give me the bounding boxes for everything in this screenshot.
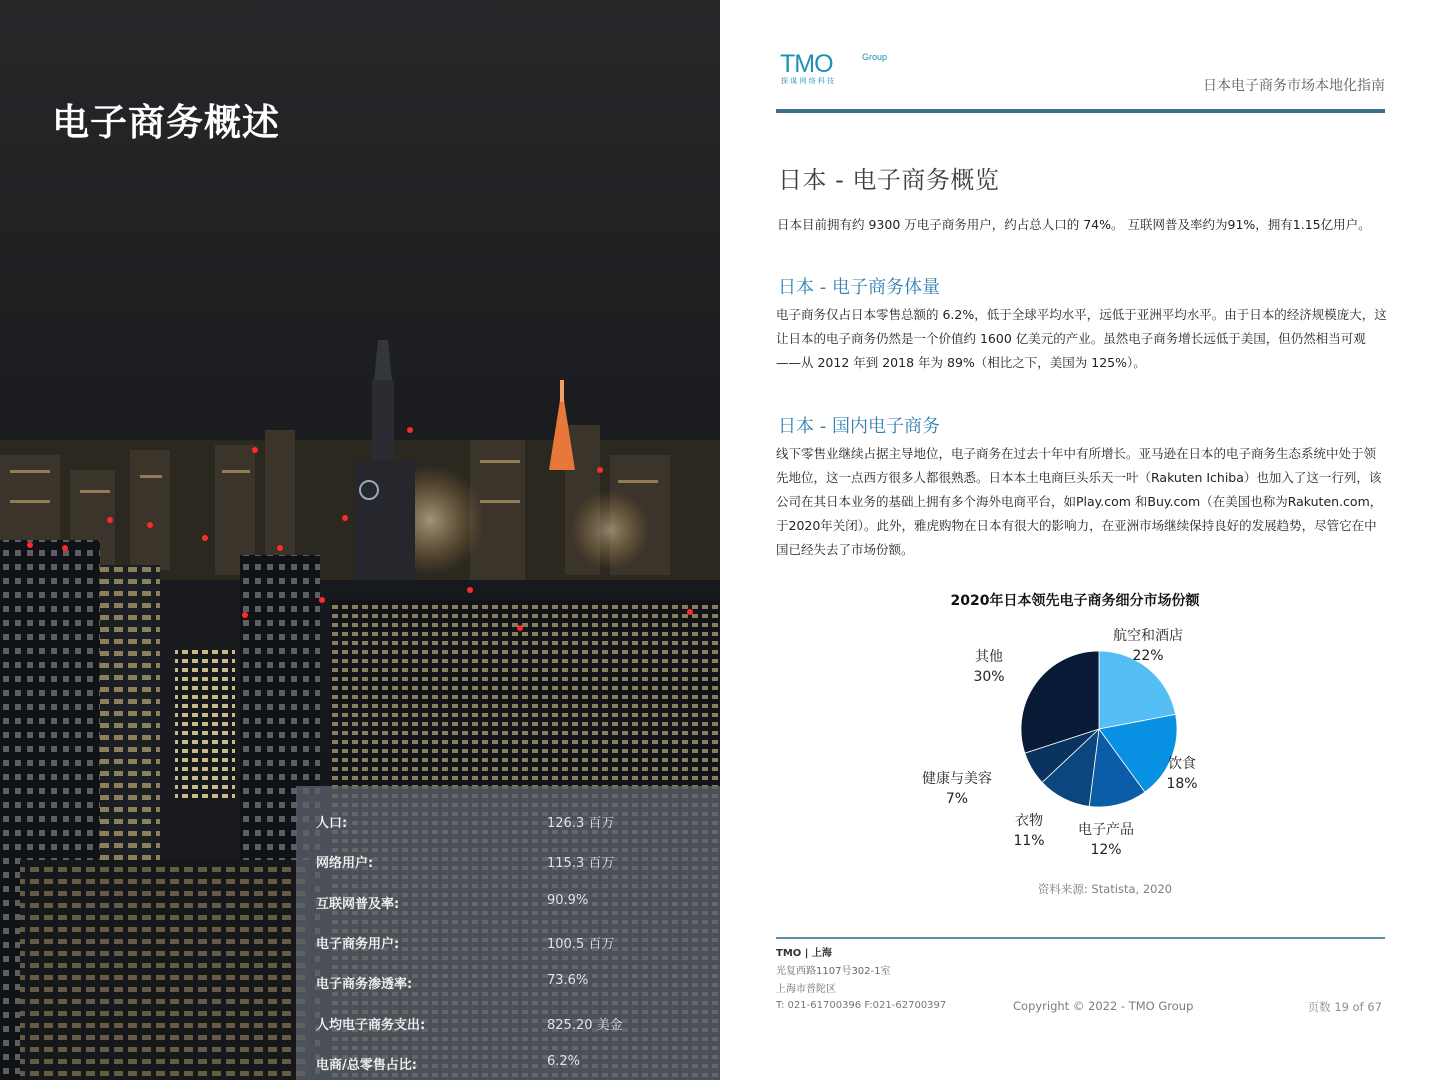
stat-value: 6.2%	[547, 1054, 581, 1069]
pie-slice-label: 衣物	[1015, 813, 1043, 829]
tmo-group-logo	[780, 48, 910, 88]
svg-text:TMO: TMO	[780, 50, 833, 78]
pie-slice-label: 航空和酒店	[1113, 628, 1183, 644]
stat-value: 115.3 百万	[547, 856, 615, 871]
footer-address-line1: 光复西路1107号302-1室	[776, 966, 891, 977]
stat-label: 电商/总零售占比:	[316, 1058, 417, 1073]
stat-row-population	[296, 806, 720, 836]
stat-row-ecommerce-penetration	[296, 967, 720, 997]
section-cover-title: 电子商务概述	[52, 101, 280, 144]
stat-label: 电子商务用户:	[316, 937, 400, 952]
intro-paragraph: 日本目前拥有约 9300 万电子商务用户，约占总人口的 74%。 互联网普及率约为91%，拥有1.15亿用户。	[777, 217, 1371, 232]
stat-row-ecommerce-users	[296, 927, 720, 957]
pie-slice-value-label: 12%	[1090, 842, 1122, 858]
page-title: 日本 - 电子商务概览	[778, 166, 1000, 194]
pie-slice-value-label: 30%	[973, 669, 1005, 685]
stat-row-internet-users	[296, 846, 720, 876]
stat-label: 人口:	[316, 816, 348, 831]
section-body-ecommerce-size: 电子商务仅占日本零售总额的 6.2%，低于全球平均水平，远低于亚洲平均水平。由于日本的经济规模庞大，这让日本的电子商务仍然是一个价值约 1600 亿美元的产业。虽然电子商务增长远低于美国，但仍然相当可观——从 2012 年到 2018 年为 89%（相比之下，美国为 125%）。	[776, 307, 1387, 370]
stat-value: 126.3 百万	[547, 816, 615, 831]
page-number: 页数 19 of 67	[1307, 1000, 1382, 1014]
stat-value: 825.20 美金	[547, 1018, 623, 1033]
document-title: 日本电子商务市场本地化指南	[1203, 78, 1385, 94]
section-body-domestic-ecommerce: 线下零售业继续占据主导地位，电子商务在过去十年中有所增长。亚马逊在日本的电子商务生态系统中处于领先地位，这一点西方很多人都很熟悉。日本本土电商巨头乐天一叶（Rakuten Ichiba）也加入了这一行列，该公司在其日本业务的基础上拥有多个海外电商平台，如Play.com 和Buy.com（在美国也称为Rakuten.com，于2020年关闭）。此外，雅虎购物在日本有很大的影响力，在亚洲市场继续保持良好的发展趋势，尽管它在中国已经失去了市场份额。	[776, 446, 1383, 557]
stat-label: 网络用户:	[316, 856, 374, 871]
svg-text:探 谋 网 络 科 技: 探 谋 网 络 科 技	[781, 77, 835, 85]
stat-label: 互联网普及率:	[316, 897, 400, 912]
pie-slice-label: 电子产品	[1078, 822, 1134, 838]
stat-value: 90.9%	[547, 893, 589, 908]
stat-label: 电子商务渗透率:	[316, 977, 413, 992]
japan-ecommerce-stats-panel	[296, 786, 720, 1080]
stat-value: 100.5 百万	[547, 937, 615, 952]
stat-row-internet-penetration	[296, 887, 720, 917]
market-share-pie-chart	[900, 612, 1300, 872]
stat-label: 人均电子商务支出:	[316, 1018, 426, 1033]
pie-slice-label: 健康与美容	[922, 771, 992, 787]
chart-title: 2020年日本领先电子商务细分市场份额	[950, 593, 1200, 609]
svg-text:Group: Group	[862, 52, 888, 62]
section-heading-domestic-ecommerce: 日本 - 国内电子商务	[778, 416, 940, 437]
pie-slice-value-label: 11%	[1013, 833, 1045, 849]
chart-source: 资料来源: Statista, 2020	[1037, 882, 1173, 896]
pie-slice-value-label: 22%	[1132, 648, 1164, 664]
section-heading-ecommerce-size: 日本 - 电子商务体量	[778, 277, 940, 298]
footer-divider	[776, 937, 1385, 939]
pie-slice-label: 其他	[975, 649, 1003, 665]
footer-address-line2: 上海市普陀区	[776, 984, 836, 995]
footer-company: TMO | 上海	[776, 948, 832, 959]
stat-row-ecommerce-retail-share	[296, 1048, 720, 1078]
header-divider	[776, 109, 1385, 113]
pie-slice-value-label: 7%	[945, 791, 969, 807]
cover-photo-page	[0, 0, 720, 1080]
footer-copyright: Copyright © 2022 - TMO Group	[1013, 999, 1194, 1013]
stat-row-spend-per-user	[296, 1008, 720, 1038]
report-page	[720, 0, 1441, 1080]
pie-slice-label: 饮食	[1168, 756, 1196, 772]
pie-slice-value-label: 18%	[1166, 776, 1198, 792]
stat-value: 73.6%	[547, 973, 589, 988]
footer-phone: T: 021-61700396 F:021-62700397	[776, 1000, 947, 1011]
